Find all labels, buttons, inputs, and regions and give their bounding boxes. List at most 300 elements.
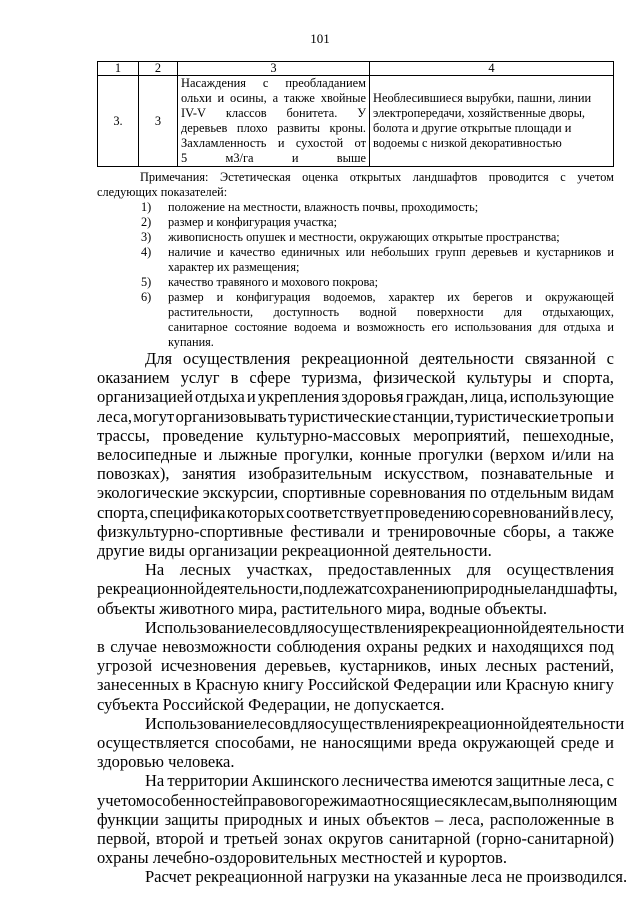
paragraph-word: проведение — [162, 425, 244, 445]
paragraph-line — [97, 656, 614, 675]
table-header-cell: 2 — [139, 62, 178, 76]
list-item-line — [168, 245, 614, 260]
paragraph-word: среде — [560, 733, 600, 753]
list-word: и — [216, 290, 224, 304]
paragraph-word: осуществления — [314, 713, 423, 733]
cell-word: бонитета. — [286, 106, 338, 120]
paragraph-word: мероприятий, — [413, 425, 511, 445]
list-item-number: 2) — [141, 215, 152, 229]
table-header-cell: 4 — [370, 62, 614, 76]
cell-line — [181, 76, 366, 91]
paragraph-word: деятельности — [529, 617, 625, 637]
list-item-line: характер их размещения; — [168, 260, 300, 274]
paragraph-word: пешеходные, — [522, 425, 614, 445]
list-item-number: 6) — [141, 290, 152, 304]
paragraph-word: кустарников, — [339, 656, 432, 676]
paragraph-word: укрепления — [257, 387, 340, 407]
paragraph — [97, 713, 625, 772]
list-item-text — [168, 290, 614, 350]
paragraph-word: редких — [423, 637, 473, 657]
paragraph — [97, 617, 625, 714]
paragraph-word: экологические — [97, 483, 199, 503]
table-cell-categories — [370, 76, 614, 167]
table-cell-number: 3. — [98, 76, 139, 167]
paragraph-word: для — [290, 617, 315, 637]
paragraph-line — [97, 503, 614, 522]
paragraph-word: – — [435, 809, 444, 829]
paragraph-line — [97, 810, 614, 829]
list-item-line — [168, 305, 614, 320]
paragraph-word: станции, — [392, 406, 454, 426]
paragraph-word: а — [558, 521, 566, 541]
paragraph-word: Для — [145, 349, 173, 368]
paragraph-word: повозках), — [97, 464, 170, 484]
paragraph-line — [97, 829, 614, 848]
list-word: состояние — [234, 320, 288, 334]
paragraph-word: лесничества — [342, 771, 429, 791]
paragraph-word: и — [203, 445, 213, 465]
paragraph-word: услуг — [180, 368, 220, 388]
notes-intro — [97, 170, 614, 185]
list-word: отдыха — [563, 320, 601, 334]
cell-word: IV-V — [181, 106, 207, 120]
paragraph-word: книгу — [262, 675, 304, 695]
paragraph-word: проведению — [385, 502, 471, 522]
list-word: и — [217, 245, 224, 259]
paragraph-word: связанной — [524, 349, 596, 368]
paragraph-word: занятия — [181, 464, 236, 484]
paragraph-line — [97, 426, 614, 445]
paragraph-word: занесенных — [97, 675, 180, 695]
cell-word: преобладанием — [285, 76, 366, 90]
paragraph-word: искусством, — [384, 464, 469, 484]
cell-line — [181, 106, 366, 121]
paragraph-word: лесных — [485, 656, 538, 676]
paragraph-word: На — [145, 771, 165, 791]
paragraph-word: выполняющим — [512, 790, 618, 810]
list-word: для — [538, 320, 557, 334]
paragraph-line — [97, 617, 625, 637]
cell-line: водоемы с низкой декоративностью — [373, 136, 562, 150]
paragraph-line: другие виды организации рекреационной деятельности. — [97, 541, 492, 561]
paragraph-line — [97, 387, 614, 406]
list-word: берегов — [472, 290, 513, 304]
list-word: санитарное — [168, 320, 228, 334]
paragraph-word: для — [290, 713, 315, 733]
paragraph-word: находящихся — [491, 637, 584, 657]
paragraph-word: деятельности — [419, 349, 514, 368]
paragraph-word: в — [570, 502, 579, 522]
paragraph-word: спорта, — [562, 368, 614, 388]
paragraph-line — [97, 637, 614, 656]
paragraph-word: лесов — [251, 617, 291, 637]
paragraph-word: туристические — [287, 406, 392, 426]
paragraph-word: и — [605, 464, 614, 484]
list-word: конфигурация — [236, 290, 311, 304]
notes-block — [97, 170, 614, 350]
list-word: групп — [435, 245, 466, 259]
list-item-text — [168, 200, 614, 215]
list-item — [97, 290, 614, 350]
paragraph-word: природных — [224, 809, 303, 829]
paragraph-word: специфика — [149, 502, 226, 522]
paragraph-word: для — [466, 560, 492, 580]
paragraph-word: и — [209, 829, 219, 849]
list-item-text — [168, 215, 614, 230]
paragraph-word: деревьев, — [265, 656, 331, 676]
list-word: растительности, — [168, 305, 254, 319]
table-cell-class: 3 — [139, 76, 178, 167]
list-word: наличие — [168, 245, 212, 259]
paragraph-word: экскурсии, — [202, 483, 279, 503]
paragraph-word: культуры — [466, 368, 532, 388]
paragraph-line — [97, 790, 618, 810]
paragraph-word: Использование — [145, 617, 252, 637]
paragraph-word: соблюдения — [276, 637, 361, 657]
table-header-row — [98, 62, 614, 76]
paragraph-word: на — [597, 445, 614, 465]
list-item-number: 1) — [141, 200, 152, 214]
paragraph-word: и — [542, 368, 552, 388]
notes-word: ландшафтов — [412, 170, 478, 184]
list-item — [97, 275, 614, 290]
paragraph-word: тропы — [559, 406, 604, 426]
list-word: возможность — [356, 320, 425, 334]
paragraph-word: растений, — [545, 656, 614, 676]
notes-word: проводится — [488, 170, 549, 184]
paragraph-word: трассы, — [97, 425, 150, 445]
list-word: водной — [359, 305, 397, 319]
paragraph-line — [97, 560, 614, 579]
cell-line: болота и другие открытые площади и — [373, 121, 572, 135]
notes-word: Эстетическая — [219, 170, 291, 184]
paragraph-word: и — [605, 406, 614, 426]
paragraph-word: познавательные — [480, 464, 593, 484]
paragraph-word: и — [605, 733, 614, 753]
list-word: поверхности — [416, 305, 484, 319]
paragraph-word: деятельности — [529, 713, 625, 733]
list-item-line: размер и конфигурация участка; — [168, 215, 338, 229]
paragraph-word: и — [246, 387, 256, 407]
notes-word: открытых — [349, 170, 402, 184]
cell-word: У — [357, 106, 366, 120]
table-cell-description — [178, 76, 370, 167]
page-number: 101 — [310, 31, 330, 46]
paragraph-line — [97, 675, 614, 694]
paragraph-word: относящиеся — [367, 790, 460, 810]
paragraph-word: сборы, — [503, 521, 551, 541]
paragraph-word: под — [588, 637, 614, 657]
paragraph-word: (горно-санитарной) — [476, 829, 614, 849]
list-item-number: 3) — [141, 230, 152, 244]
list-word: и — [607, 320, 614, 334]
landscape-table — [97, 61, 614, 167]
paragraph-line — [97, 368, 614, 387]
list-item-text — [168, 230, 614, 245]
list-word: его — [431, 320, 448, 334]
paragraph-word: защитные — [495, 771, 566, 791]
paragraph-word: не — [300, 733, 317, 753]
paragraph-word: третьей — [224, 829, 278, 849]
paragraph-word: правового — [243, 790, 314, 810]
paragraph-word: прогулки, — [284, 445, 353, 465]
list-item — [97, 215, 614, 230]
list-word: и — [525, 290, 533, 304]
list-word: единичных — [281, 245, 340, 259]
paragraph-word: лесов — [251, 713, 291, 733]
list-word: отдыхающих, — [542, 305, 614, 319]
paragraph-word: способами, — [214, 733, 295, 753]
paragraph-word: соревнования — [369, 483, 466, 503]
paragraph-word: осуществления — [182, 349, 291, 368]
table-header-cell: 1 — [98, 62, 139, 76]
list-word: качество — [229, 245, 276, 259]
paragraph-word: здоровья — [341, 387, 404, 407]
paragraph — [97, 771, 618, 868]
paragraph-word: На — [145, 560, 165, 580]
paragraph-word: книгу — [573, 675, 614, 695]
list-item-line: положение на местности, влажность почвы, проходимость; — [168, 200, 479, 214]
paragraph-word: граждан, — [405, 387, 469, 407]
paragraph-word: (верхом — [489, 445, 545, 465]
paragraph-line — [97, 445, 614, 464]
paragraph-word: иных — [323, 809, 361, 829]
paragraph-word: Акшинского — [251, 771, 340, 791]
paragraph-line — [97, 579, 618, 599]
paragraph-word: особенностей — [146, 790, 243, 810]
paragraph-word: рекреационной — [97, 579, 205, 599]
paragraph-word: вреда — [417, 733, 457, 753]
paragraph-word: округов — [328, 829, 384, 849]
paragraph-word: к — [459, 790, 468, 810]
paragraph-word: могут — [133, 406, 175, 426]
paragraph-word: сохранению — [369, 579, 455, 599]
list-item-number: 5) — [141, 275, 152, 289]
paragraph-word: режима — [313, 790, 368, 810]
paragraph-word: использующие — [509, 387, 614, 407]
paragraph-word: рекреационной — [301, 349, 409, 368]
paragraph-line — [97, 407, 614, 426]
paragraph-word: Красную — [195, 675, 259, 695]
paragraph-word: Федерации — [393, 675, 472, 695]
paragraph-line — [97, 733, 614, 752]
paragraph-word: Красную — [505, 675, 569, 695]
paragraph-word: зонах — [283, 829, 323, 849]
paragraph-word: и — [308, 809, 318, 829]
paragraph — [97, 867, 628, 887]
body-text — [97, 349, 628, 887]
paragraph-word: первой, — [97, 829, 151, 849]
paragraph-word: лица, — [470, 387, 508, 407]
paragraph-word: туризма, — [301, 368, 362, 388]
paragraph-word: лыжные — [219, 445, 278, 465]
notes-word: с — [560, 170, 566, 184]
paragraph-word: лесам, — [467, 790, 513, 810]
paragraph-line — [97, 349, 614, 368]
paragraph-line — [97, 464, 614, 483]
list-item-line — [168, 320, 614, 335]
list-item — [97, 245, 614, 275]
paragraph — [97, 560, 618, 618]
paragraph-word: осуществления — [314, 617, 423, 637]
paragraph-word: лесу, — [580, 502, 614, 522]
paragraph-word: сфере — [249, 368, 291, 388]
paragraph-word: угрозой — [97, 656, 153, 676]
paragraph-word: спорта, — [97, 502, 149, 522]
paragraph-word: видам — [571, 483, 614, 503]
list-word: их — [447, 290, 460, 304]
list-word: и — [343, 320, 350, 334]
list-word: размер — [168, 290, 204, 304]
list-word: характер — [388, 290, 435, 304]
list-word: использования — [454, 320, 532, 334]
paragraph-word: и — [371, 521, 381, 541]
paragraph — [97, 349, 614, 560]
paragraph-word: с — [606, 349, 614, 368]
list-word: для — [503, 305, 522, 319]
paragraph-word: соревнований — [472, 502, 570, 522]
paragraph-word: и/или — [551, 445, 591, 465]
paragraph-word: культурно-массовых — [256, 425, 401, 445]
paragraph-word: осуществления — [506, 560, 614, 580]
paragraph-word: физкультурно-спортивные — [97, 521, 284, 541]
list-item-text — [168, 245, 614, 275]
list-item-number: 4) — [141, 245, 152, 259]
paragraph-word: конные — [359, 445, 412, 465]
paragraph-word: и — [477, 637, 487, 657]
cell-line: ольхи и осины, а также хвойные — [181, 91, 366, 105]
paragraph-line: Расчет рекреационной нагрузки на указанные леса не производился. — [145, 867, 628, 887]
list-word: водоемов, — [323, 290, 376, 304]
paragraph-word: охраны — [366, 637, 418, 657]
list-item — [97, 200, 614, 215]
notes-list — [97, 200, 614, 350]
paragraph-line: охраны лечебно-оздоровительных местностей и курортов. — [97, 848, 507, 868]
paragraph-word: невозможности — [162, 637, 272, 657]
cell-line: Необлесившиеся вырубки, пашни, линии — [373, 91, 592, 105]
paragraph-word: защиты — [164, 809, 219, 829]
paragraph-word: организовывать — [175, 406, 287, 426]
list-word: доступность — [273, 305, 340, 319]
paragraph-word: в — [606, 809, 614, 829]
paragraph-word: участках, — [246, 560, 313, 580]
paragraph-line: субъекта Российской Федерации, не допускается. — [97, 694, 445, 714]
paragraph-word: фестивали — [290, 521, 365, 541]
paragraph-word: Использование — [145, 713, 252, 733]
paragraph-word: природные — [454, 579, 532, 599]
paragraph-word: случае — [110, 637, 157, 657]
paragraph-word: также — [572, 521, 614, 541]
cell-line: деревьев плохо развиты кроны. — [181, 121, 366, 135]
paragraph-line — [97, 483, 614, 502]
cell-line: 5 м3/га и выше — [181, 151, 366, 165]
list-item-line: купания. — [168, 335, 214, 349]
cell-word: классов — [225, 106, 267, 120]
paragraph-word: леса, — [568, 771, 604, 791]
list-word: окружающей — [545, 290, 614, 304]
paragraph-word: леса, — [97, 406, 132, 426]
paragraph-word: рекреационной — [422, 617, 530, 637]
paragraph-word: рекреационной — [422, 713, 530, 733]
table-row — [98, 76, 614, 167]
paragraph-word: оказанием — [97, 368, 170, 388]
paragraph-word: в — [183, 675, 192, 695]
cell-line: Захламленность и сухостой от — [181, 136, 366, 150]
paragraph-word: лесных — [179, 560, 232, 580]
paragraph-word: отдыха — [194, 387, 245, 407]
paragraph-word: прогулки — [418, 445, 484, 465]
paragraph-word: ландшафты, — [531, 579, 618, 599]
paragraph-word: имеются — [431, 771, 493, 791]
paragraph-word: по — [469, 483, 487, 503]
list-item-line: качество травяного и мохового покрова; — [168, 275, 379, 289]
paragraph-line — [97, 771, 614, 790]
notes-intro-continuation: следующих показателей: — [97, 185, 228, 199]
list-word: и — [523, 245, 531, 259]
paragraph-line — [97, 713, 625, 733]
paragraph-line: здоровью человека. — [97, 752, 235, 772]
paragraph-word: туристические — [455, 406, 559, 426]
paragraph-word: подлежат — [302, 579, 370, 599]
paragraph-word: спортивные — [282, 483, 366, 503]
paragraph-word: территории — [167, 771, 249, 791]
paragraph-word: в — [97, 637, 105, 657]
paragraph-word: или — [475, 675, 502, 695]
list-word: и — [607, 245, 614, 259]
notes-word: учетом — [577, 170, 614, 184]
paragraph-word: в — [230, 368, 239, 388]
paragraph-word: тренировочные — [387, 521, 496, 541]
paragraph-word: Российской — [307, 675, 390, 695]
list-word: водоема — [293, 320, 337, 334]
paragraph-line — [97, 522, 614, 541]
paragraph-word: организацией — [97, 387, 193, 407]
paragraph-word: изобразительным — [248, 464, 372, 484]
paragraph-word: учетом — [97, 790, 147, 810]
list-item-text — [168, 275, 614, 290]
paragraph-line: объекты животного мира, растительного мира, водные объекты. — [97, 598, 548, 618]
paragraph-word: отдельным — [490, 483, 568, 503]
paragraph-word: объектов — [366, 809, 430, 829]
list-item-line — [168, 290, 614, 305]
cell-word: с — [262, 76, 269, 90]
notes-word: оценка — [302, 170, 339, 184]
paragraph-word: функции — [97, 809, 159, 829]
paragraph-word: физической — [373, 368, 456, 388]
paragraph-word: наносящими — [322, 733, 412, 753]
paragraph-word: велосипедные — [97, 445, 197, 465]
cell-word: Насаждения — [181, 76, 246, 90]
paragraph-word: окружающей — [462, 733, 555, 753]
paragraph-word: исчезновения — [160, 656, 257, 676]
paragraph-word: леса, — [449, 809, 485, 829]
paragraph-word: второй — [155, 829, 204, 849]
paragraph-word: соответствует — [286, 502, 384, 522]
notes-word: Примечания: — [140, 170, 209, 184]
paragraph-word: с — [606, 771, 614, 791]
list-item-line: живописность опушек и местности, окружающих открытые пространства; — [168, 230, 560, 244]
paragraph-word: санитарной — [389, 829, 471, 849]
list-word: кустарников — [536, 245, 602, 259]
paragraph-word: предоставленных — [328, 560, 452, 580]
list-word: деревьев — [471, 245, 518, 259]
paragraph-word: иных — [439, 656, 477, 676]
list-word: небольших — [371, 245, 430, 259]
paragraph-word: осуществляется — [97, 733, 210, 753]
cell-line: электропередачи, хозяйственные дворы, — [373, 106, 586, 120]
paragraph-word: расположенные — [489, 809, 601, 829]
paragraph-word: которых — [226, 502, 285, 522]
